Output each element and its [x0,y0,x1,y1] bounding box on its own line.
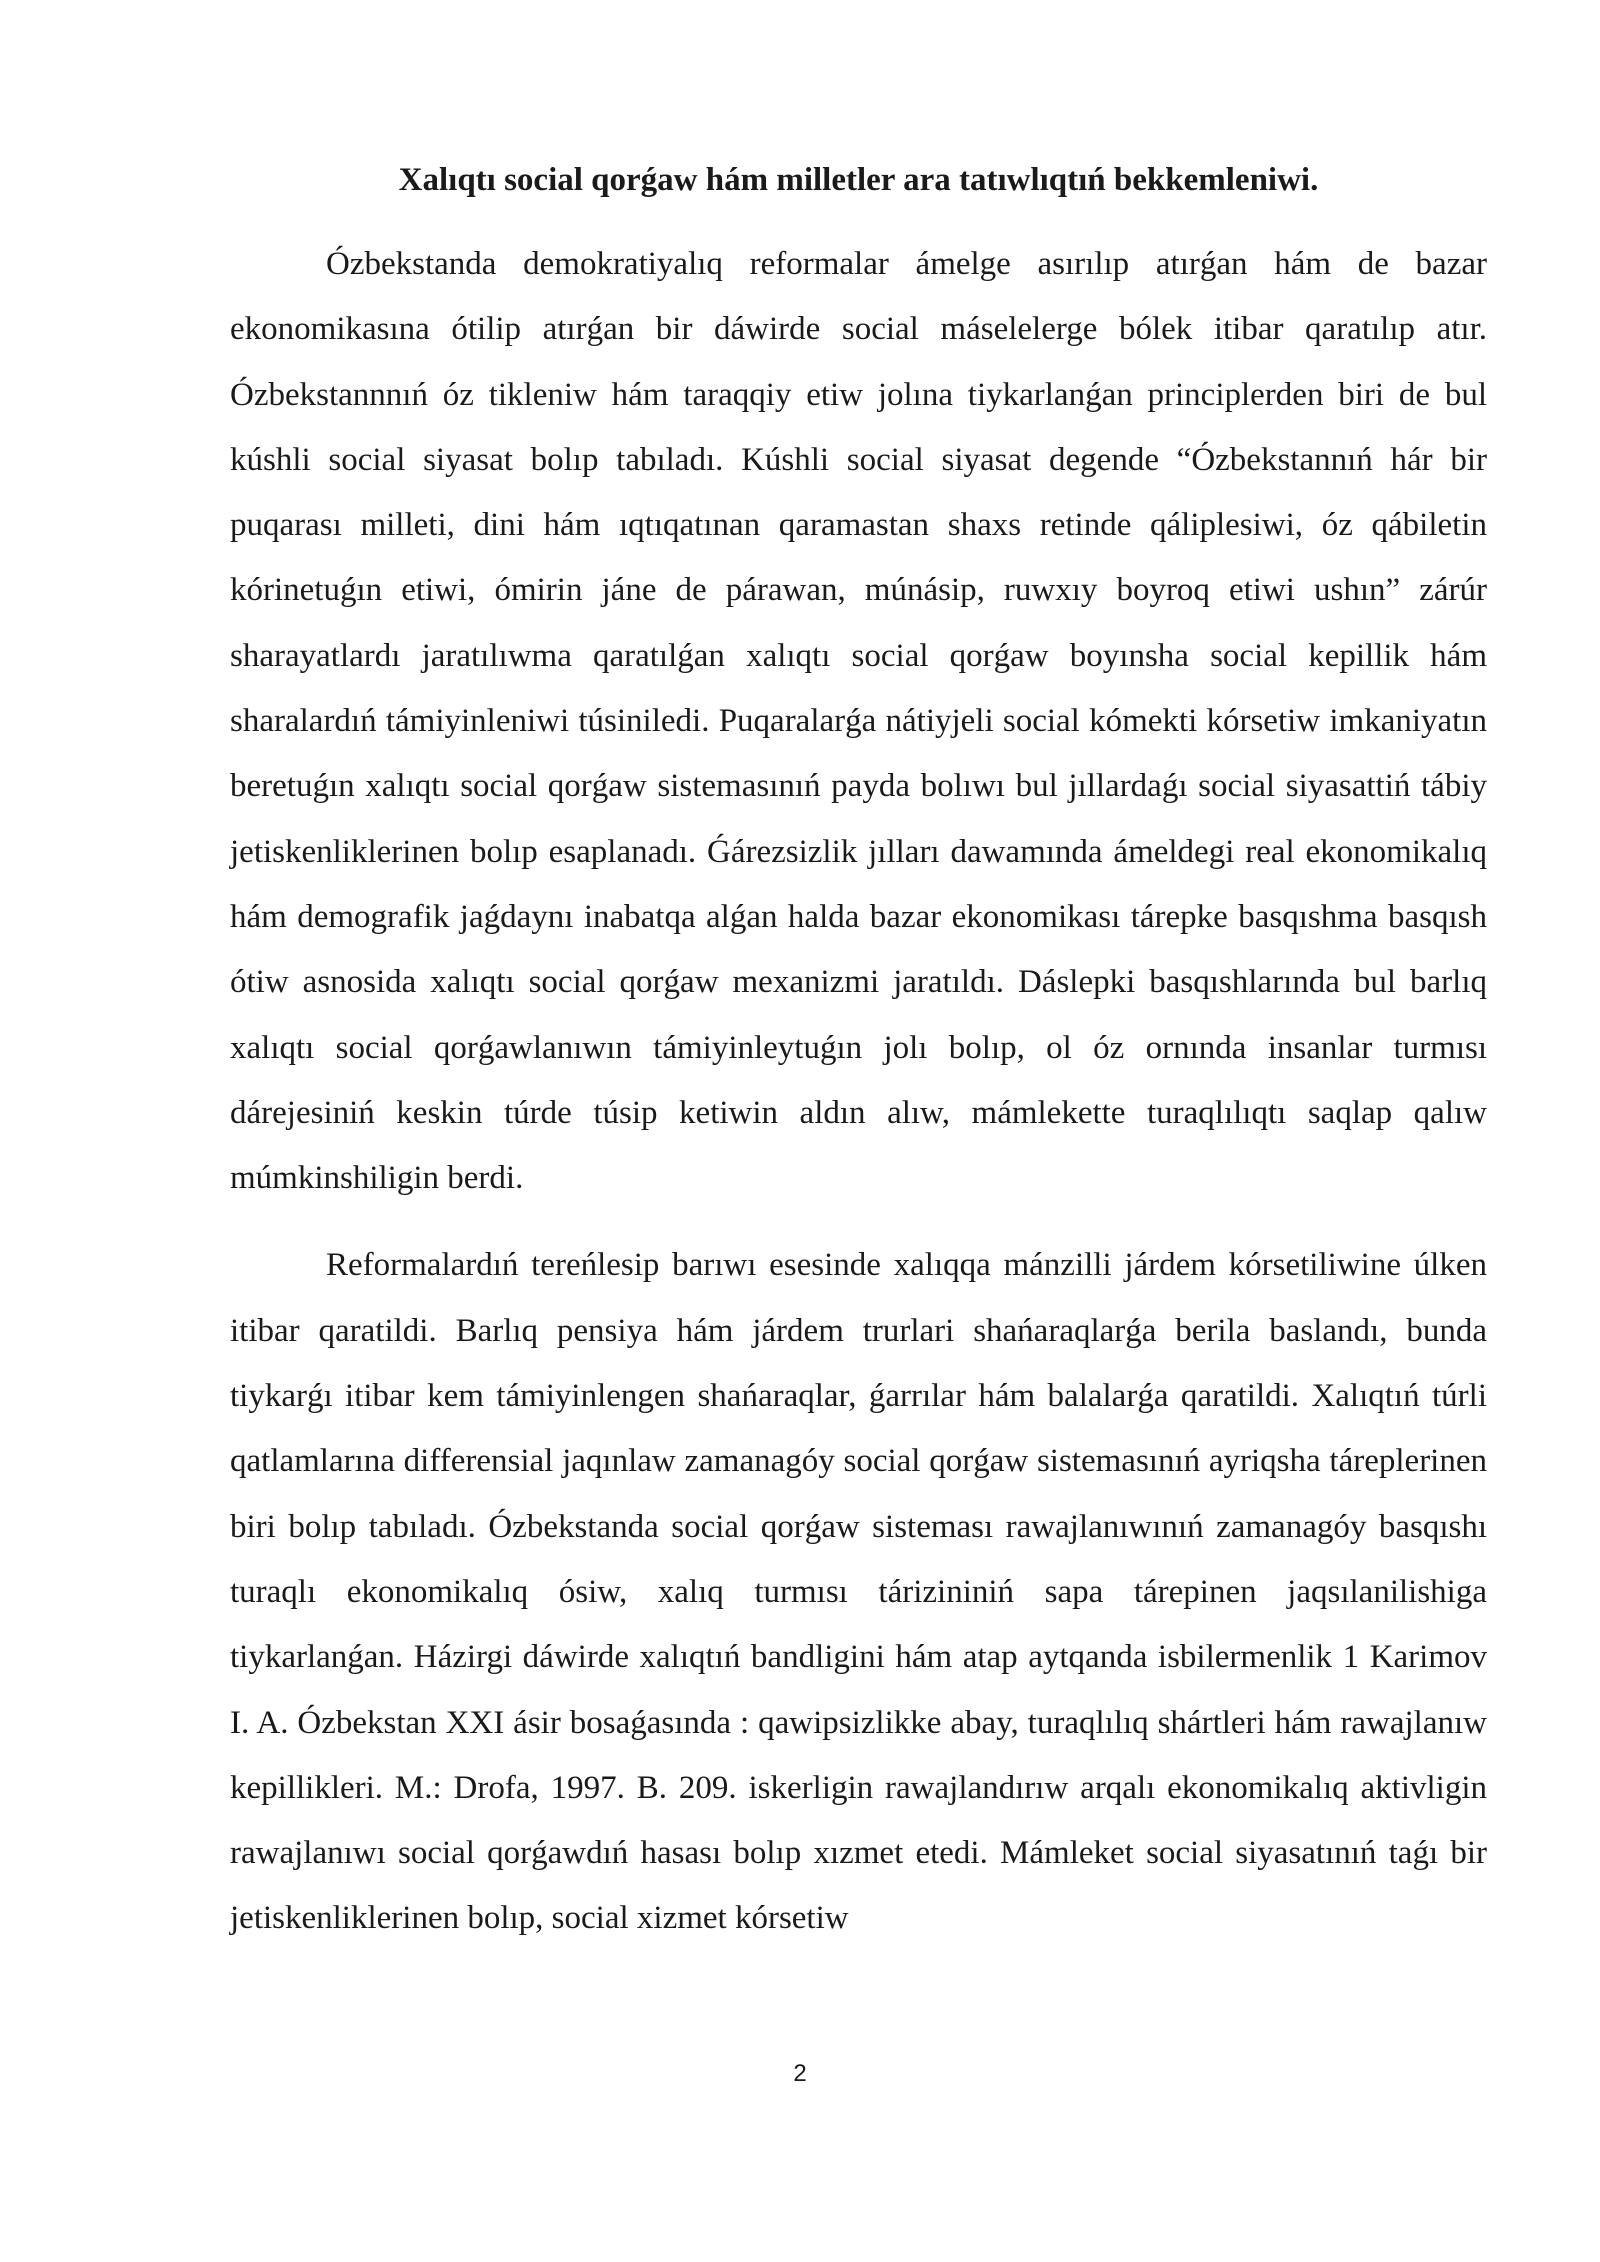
body-paragraph: Ózbekstanda demokratiyalıq reformalar ámelge asırılıp atırǵan hám de bazar ekonomikasına ótilip atırǵan bir dáwirde social máselelerge bólek itibar qaratılıp atır. Ózbekstannnıń óz tikleniw hám taraqqiy etiw jolına tiykarlanǵan principlerden biri de bul kúshli social siyasat bolıp tabıladı. Kúshli social siyasat degende “Ózbekstannıń hár bir puqarası milleti, dini hám ıqtıqatınan qaramastan shaxs retinde qáliplesiwi, óz qábiletin kórinetuǵın etiwi, ómirin jáne de párawan, múnásip, ruwxıy boyroq etiwi ushın” zárúr sharayatlardı jaratılıwma qaratılǵan xalıqtı social qorǵaw boyınsha social kepillik hám sharalardıń támiyinleniwi túsiniledi. Puqaralarǵa nátiyjeli social kómekti kórsetiw imkaniyatın beretuǵın xalıqtı social qorǵaw sistemasınıń payda bolıwı bul jıllardaǵı social siyasattiń tábiy jetiskenliklerinen bolıp esaplanadı. Ǵárezsizlik jılları dawamında ámeldegi real ekonomikalıq hám demografik jaǵdaynı inabatqa alǵan halda bazar ekonomikası tárepke basqıshma basqısh ótiw asnosida xalıqtı social qorǵaw mexanizmi jaratıldı. Dáslepki basqıshlarında bul barlıq xalıqtı social qorǵawlanıwın támiyinleytuǵın jolı bolıp, ol óz ornında insanlar turmısı dárejesiniń keskin túrde túsip ketiwin aldın alıw, mámlekette turaqlılıqtı saqlap qalıw múmkinshiligin berdi. [230,246,1487,1197]
page-number: 2 [793,2060,807,2087]
body-paragraph: Reformalardıń tereńlesip barıwı esesinde xalıqqa mánzilli járdem kórsetiliwine úlken itibar qaratildi. Barlıq pensiya hám járdem trurlari shańaraqlarǵa berila baslandı, bunda tiykarǵı itibar kem támiyinlengen shańaraqlar, ǵarrılar hám balalarǵa qaratildi. Xalıqtıń túrli qatlamlarına differensial jaqınlaw zamanagóy social qorǵaw sistemasınıń ayriqsha táreplerinen biri bolıp tabıladı. Ózbekstanda social qorǵaw sisteması rawajlanıwınıń zamanagóy basqıshı turaqlı ekonomikalıq ósiw, xalıq turmısı tárizininiń sapa tárepinen jaqsılanilishiga tiykarlanǵan. Házirgi dáwirde xalıqtıń bandligini hám atap aytqanda isbilermenlik 1 Karimov I. A. Ózbekstan XXI ásir bosaǵasında : qawipsizlikke abay, turaqlılıq shártleri hám rawajlanıw kepillikleri. M.: Drofa, 1997. B. 209. iskerligin rawajlandırıw arqalı ekonomikalıq aktivligin rawajlanıwı social qorǵawdıń hasası bolıp xızmet etedi. Mámleket social siyasatınıń taǵı bir jetiskenliklerinen bolıp, social xizmet kórsetiw [230,1247,1487,1937]
document-title: Xalıqtı social qorǵaw hám milletler ara tatıwlıqtıń bekkemleniwi. [398,162,1319,198]
